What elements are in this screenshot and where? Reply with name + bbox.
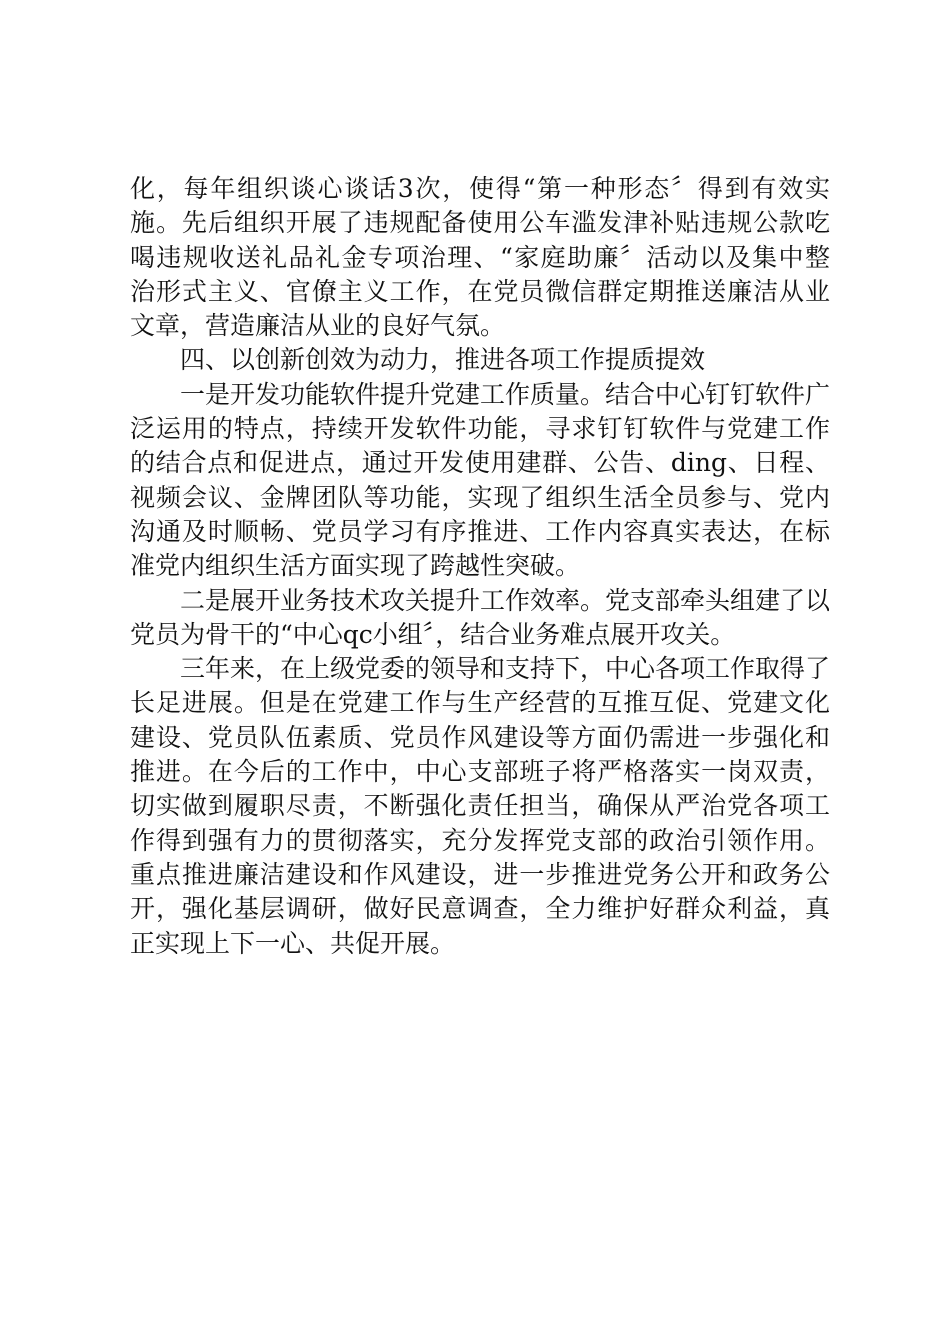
text-line: 长足进展。但是在党建工作与生产经营的互推互促、党建文化 (130, 688, 830, 718)
text-line: 一是开发功能软件提升党建工作质量。结合中心钉钉软件广 (180, 379, 831, 409)
text-line: 开，强化基层调研，做好民意调查，全力维护好群众利益，真 (130, 894, 830, 924)
text-line: 党员为骨干的“中心qc小组〞，结合业务难点展开攻关。 (130, 619, 736, 649)
text-line: 沟通及时顺畅、党员学习有序推进、工作内容真实表达，在标 (130, 516, 830, 546)
text-line: 三年来，在上级党委的领导和支持下，中心各项工作取得了 (180, 654, 831, 684)
section-heading: 四、以创新创效为动力，推进各项工作提质提效 (180, 345, 706, 375)
text-line: 二是展开业务技术攻关提升工作效率。党支部牵头组建了以 (180, 585, 831, 615)
text-line: 文章，营造廉洁从业的良好气氛。 (130, 311, 506, 341)
document-body (130, 172, 830, 961)
text-line: 推进。在今后的工作中，中心支部班子将严格落实一岗双责， (130, 757, 830, 787)
text-line: 的结合点和促进点，通过开发使用建群、公告、ding、日程、 (130, 448, 830, 478)
text-line: 治形式主义、官僚主义工作，在党员微信群定期推送廉洁从业 (130, 276, 830, 306)
text-line: 泛运用的特点，持续开发软件功能，寻求钉钉软件与党建工作 (130, 414, 830, 444)
text-line: 切实做到履职尽责，不断强化责任担当，确保从严治党各项工 (130, 791, 830, 821)
text-line: 施。先后组织开展了违规配备使用公车滥发津补贴违规公款吃 (130, 208, 830, 238)
text-line: 正实现上下一心、共促开展。 (130, 928, 456, 958)
text-line: 准党内组织生活方面实现了跨越性突破。 (130, 551, 581, 581)
text-line: 作得到强有力的贯彻落实，充分发挥党支部的政治引领作用。 (130, 825, 830, 855)
text-line: 重点推进廉洁建设和作风建设，进一步推进党务公开和政务公 (130, 859, 830, 889)
text-line: 喝违规收送礼品礼金专项治理、“家庭助廉〞活动以及集中整 (130, 242, 830, 272)
text-line: 化，每年组织谈心谈话3次，使得“第一种形态〞得到有效实 (130, 174, 830, 203)
text-line: 视频会议、金牌团队等功能，实现了组织生活全员参与、党内 (130, 482, 830, 512)
text-line: 建设、党员队伍素质、党员作风建设等方面仍需进一步强化和 (130, 722, 830, 752)
